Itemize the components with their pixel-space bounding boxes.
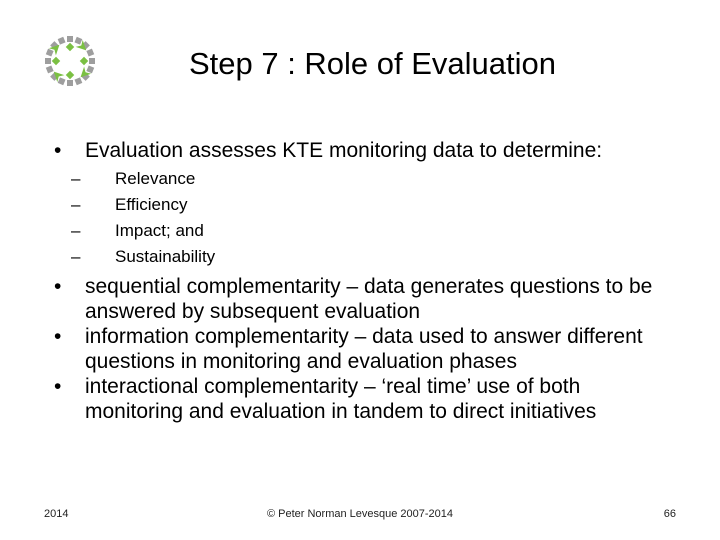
bullet-text: interactional complementarity – ‘real time’ use of both monitoring and evaluation in tandem to direct initiatives <box>85 375 597 423</box>
bullet-text: Evaluation assesses KTE monitoring data to determine: <box>85 139 603 162</box>
bullet-text: information complementarity – data used to answer different questions in monitoring and evaluation phases <box>85 325 643 373</box>
sub-item-sustainability <box>71 244 674 270</box>
slide-content <box>54 138 674 424</box>
page-number: 66 <box>663 508 676 520</box>
bullet-evaluation <box>54 138 674 163</box>
bullet-text: sequential complementarity – data generates questions to be answered by subsequent evaluation <box>85 275 653 323</box>
bullet-dot: • <box>54 275 62 298</box>
sub-item-dash: – <box>71 247 81 266</box>
sub-item-dash: – <box>71 195 81 214</box>
bullet-dot: • <box>54 139 62 162</box>
bullet-dot: • <box>54 375 62 398</box>
logo-ring-square <box>67 36 73 42</box>
sub-list <box>71 166 674 270</box>
sub-item-dash: – <box>71 169 81 188</box>
bullet-dot: • <box>54 325 62 348</box>
bullet-interactional <box>54 374 674 424</box>
sub-item-text: Sustainability <box>115 247 216 266</box>
sub-item-dash: – <box>71 221 81 240</box>
sub-item-text: Efficiency <box>115 195 188 214</box>
sub-item-text: Impact; and <box>115 221 204 240</box>
bullet-information <box>54 324 674 374</box>
slide-title: Step 7 : Role of Evaluation <box>188 46 557 81</box>
sub-item-efficiency <box>71 192 674 218</box>
footer-copyright: © Peter Norman Levesque 2007-2014 <box>266 508 454 520</box>
footer-year: 2014 <box>44 508 69 520</box>
sub-item-text: Relevance <box>115 169 196 188</box>
sub-item-relevance <box>71 166 674 192</box>
sub-item-impact <box>71 218 674 244</box>
bullet-sequential <box>54 274 674 324</box>
